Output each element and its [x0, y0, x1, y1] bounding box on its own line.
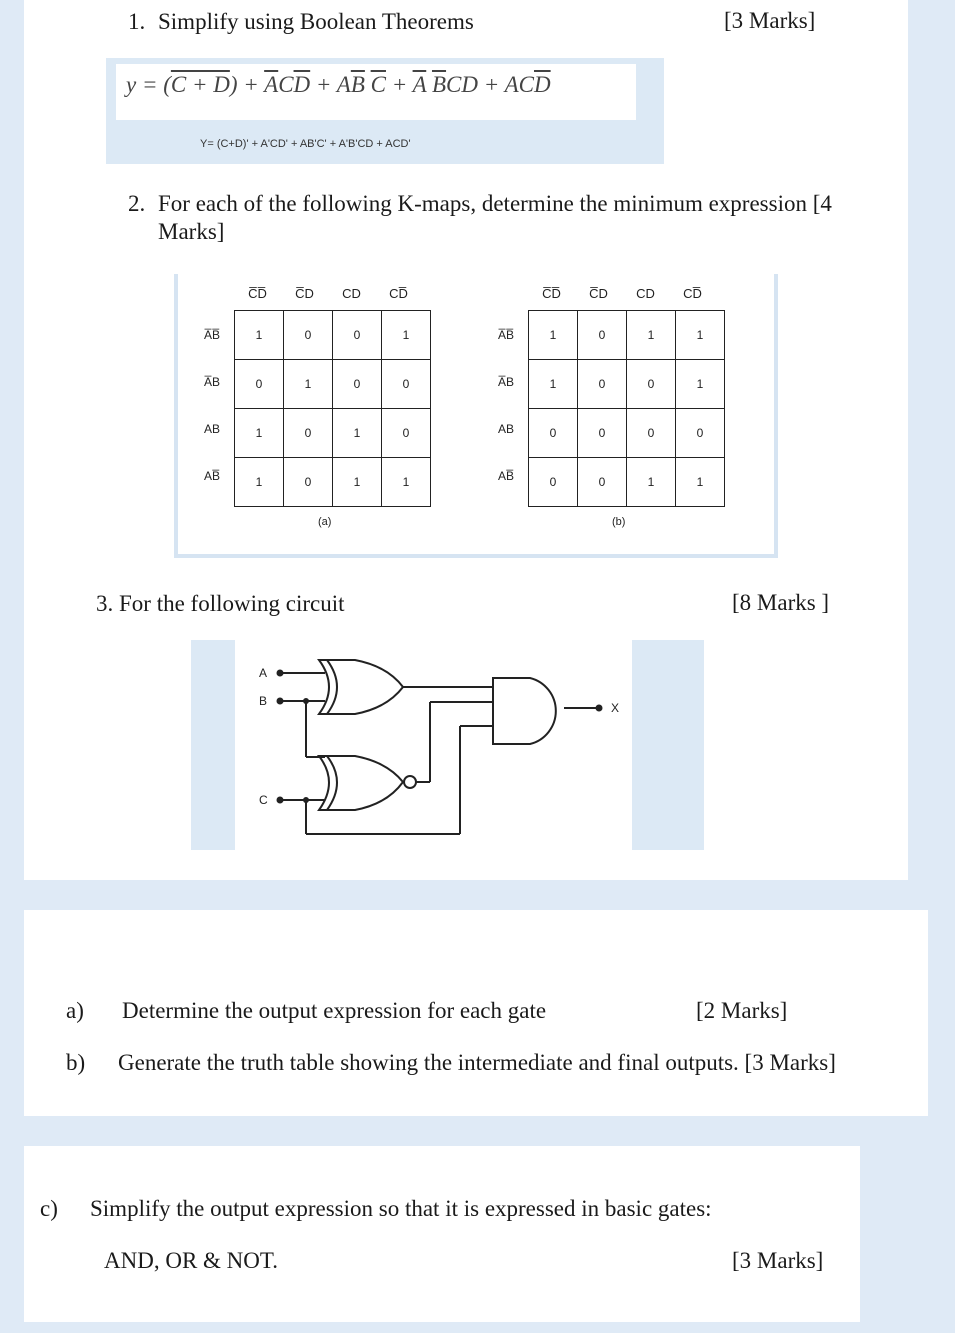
q1-formula-plain: Y= (C+D)' + A'CD' + AB'C' + A'B'CD + ACD' [200, 138, 411, 150]
kmap-b-cell: 1 [529, 311, 578, 360]
q3-text: 3. For the following circuit [96, 591, 345, 616]
kmap-b-cell: 0 [578, 311, 627, 360]
kmap-a-cell: 0 [235, 360, 284, 409]
kmap-a-cell: 0 [284, 311, 333, 360]
kmap-a-col-1: C̅D [295, 286, 314, 301]
kmap-b-col-0: C̅D̅ [542, 286, 561, 301]
part-b-label: b) [66, 1050, 86, 1075]
kmap-b-row-0: A̅B̅ [497, 328, 514, 342]
kmap-b [492, 286, 732, 536]
kmap-b-cell: 0 [627, 409, 676, 458]
part-c-marks: [3 Marks] [732, 1248, 824, 1273]
kmap-b-caption: (b) [612, 516, 626, 528]
kmap-a-cell: 0 [382, 409, 431, 458]
q1-marks: [3 Marks] [724, 8, 816, 33]
part-b-text: Generate the truth table showing the intermediate and final outputs. [3 Marks] [118, 1050, 836, 1075]
q2-text-line2: Marks] [158, 219, 225, 244]
kmap-a-row-0: A̅B̅ [203, 328, 220, 342]
kmap-a-cell: 0 [333, 360, 382, 409]
q1-formula-equation: $y = (C + D) + \overline{A}C\overline{D} + A\overline{B}$ $\overline{C} + \overline{A}$ $\overline{B}CD + AC\overline{D}$ [126, 72, 551, 97]
circuit-panel-left [191, 640, 235, 850]
part-a-marks: [2 Marks] [696, 998, 788, 1023]
kmap-b-col-2: CD [636, 286, 655, 301]
part-c-label: c) [40, 1196, 58, 1221]
q3-marks: [8 Marks ] [732, 590, 830, 615]
kmap-b-col-1: C̅D [589, 286, 608, 301]
kmap-a-row-3: AB̅ [203, 469, 220, 483]
kmap-a-cell: 1 [235, 311, 284, 360]
kmap-a-cell: 0 [284, 458, 333, 507]
kmap-a-grid [234, 310, 431, 507]
kmap-b-row-3: AB̅ [497, 469, 514, 483]
part-c-text-line1: Simplify the output expression so that it is expressed in basic gates: [90, 1196, 712, 1221]
circuit-label-a: A [259, 666, 268, 680]
kmap-b-cell: 0 [578, 458, 627, 507]
part-a-label: a) [66, 998, 84, 1023]
kmap-b-cell: 0 [578, 360, 627, 409]
kmap-b-cell: 0 [578, 409, 627, 458]
kmap-a-caption: (a) [318, 516, 332, 528]
kmap-b-cell: 0 [529, 409, 578, 458]
kmap-b-cell: 0 [529, 458, 578, 507]
kmap-a-cell: 1 [382, 458, 431, 507]
kmap-a-row-1: A̅B [203, 375, 220, 389]
kmap-a-col-3: CD̅ [389, 286, 408, 301]
kmap-b-cell: 1 [529, 360, 578, 409]
kmap-a [198, 286, 438, 536]
kmap-b-row-2: AB [497, 422, 514, 436]
kmap-b-cell: 0 [676, 409, 725, 458]
part-a-text: Determine the output expression for each gate [122, 998, 547, 1023]
part-c-card [24, 1146, 860, 1322]
kmap-b-cell: 0 [627, 360, 676, 409]
kmap-a-cell: 1 [235, 409, 284, 458]
kmap-b-cell: 1 [676, 311, 725, 360]
kmap-b-col-3: CD̅ [683, 286, 702, 301]
kmap-b-cell: 1 [627, 458, 676, 507]
kmap-a-cell: 1 [235, 458, 284, 507]
q2-text-line1: For each of the following K-maps, determine the minimum expression [4 [158, 191, 832, 216]
kmap-a-cell: 1 [333, 458, 382, 507]
kmap-a-col-2: CD [342, 286, 361, 301]
circuit-label-b: B [259, 694, 268, 708]
kmap-a-cell: 0 [333, 311, 382, 360]
kmap-a-cell: 0 [284, 409, 333, 458]
q2-number: 2. [128, 191, 146, 216]
part-c-text-line2: AND, OR & NOT. [104, 1248, 278, 1273]
logic-circuit-diagram [235, 640, 655, 850]
kmap-a-col-0: C̅D̅ [248, 286, 267, 301]
kmap-b-cell: 1 [627, 311, 676, 360]
q1-number: 1. [128, 9, 146, 34]
circuit-label-c: C [259, 793, 268, 807]
kmap-b-grid [528, 310, 725, 507]
circuit-label-x: X [611, 701, 620, 715]
kmap-b-cell: 1 [676, 458, 725, 507]
kmap-a-row-2: AB [203, 422, 220, 436]
kmap-b-row-1: A̅B [497, 375, 514, 389]
kmap-b-cell: 1 [676, 360, 725, 409]
kmap-a-cell: 1 [382, 311, 431, 360]
kmap-a-cell: 1 [284, 360, 333, 409]
q1-text: Simplify using Boolean Theorems [158, 9, 474, 34]
kmap-a-cell: 1 [333, 409, 382, 458]
kmap-a-cell: 0 [382, 360, 431, 409]
